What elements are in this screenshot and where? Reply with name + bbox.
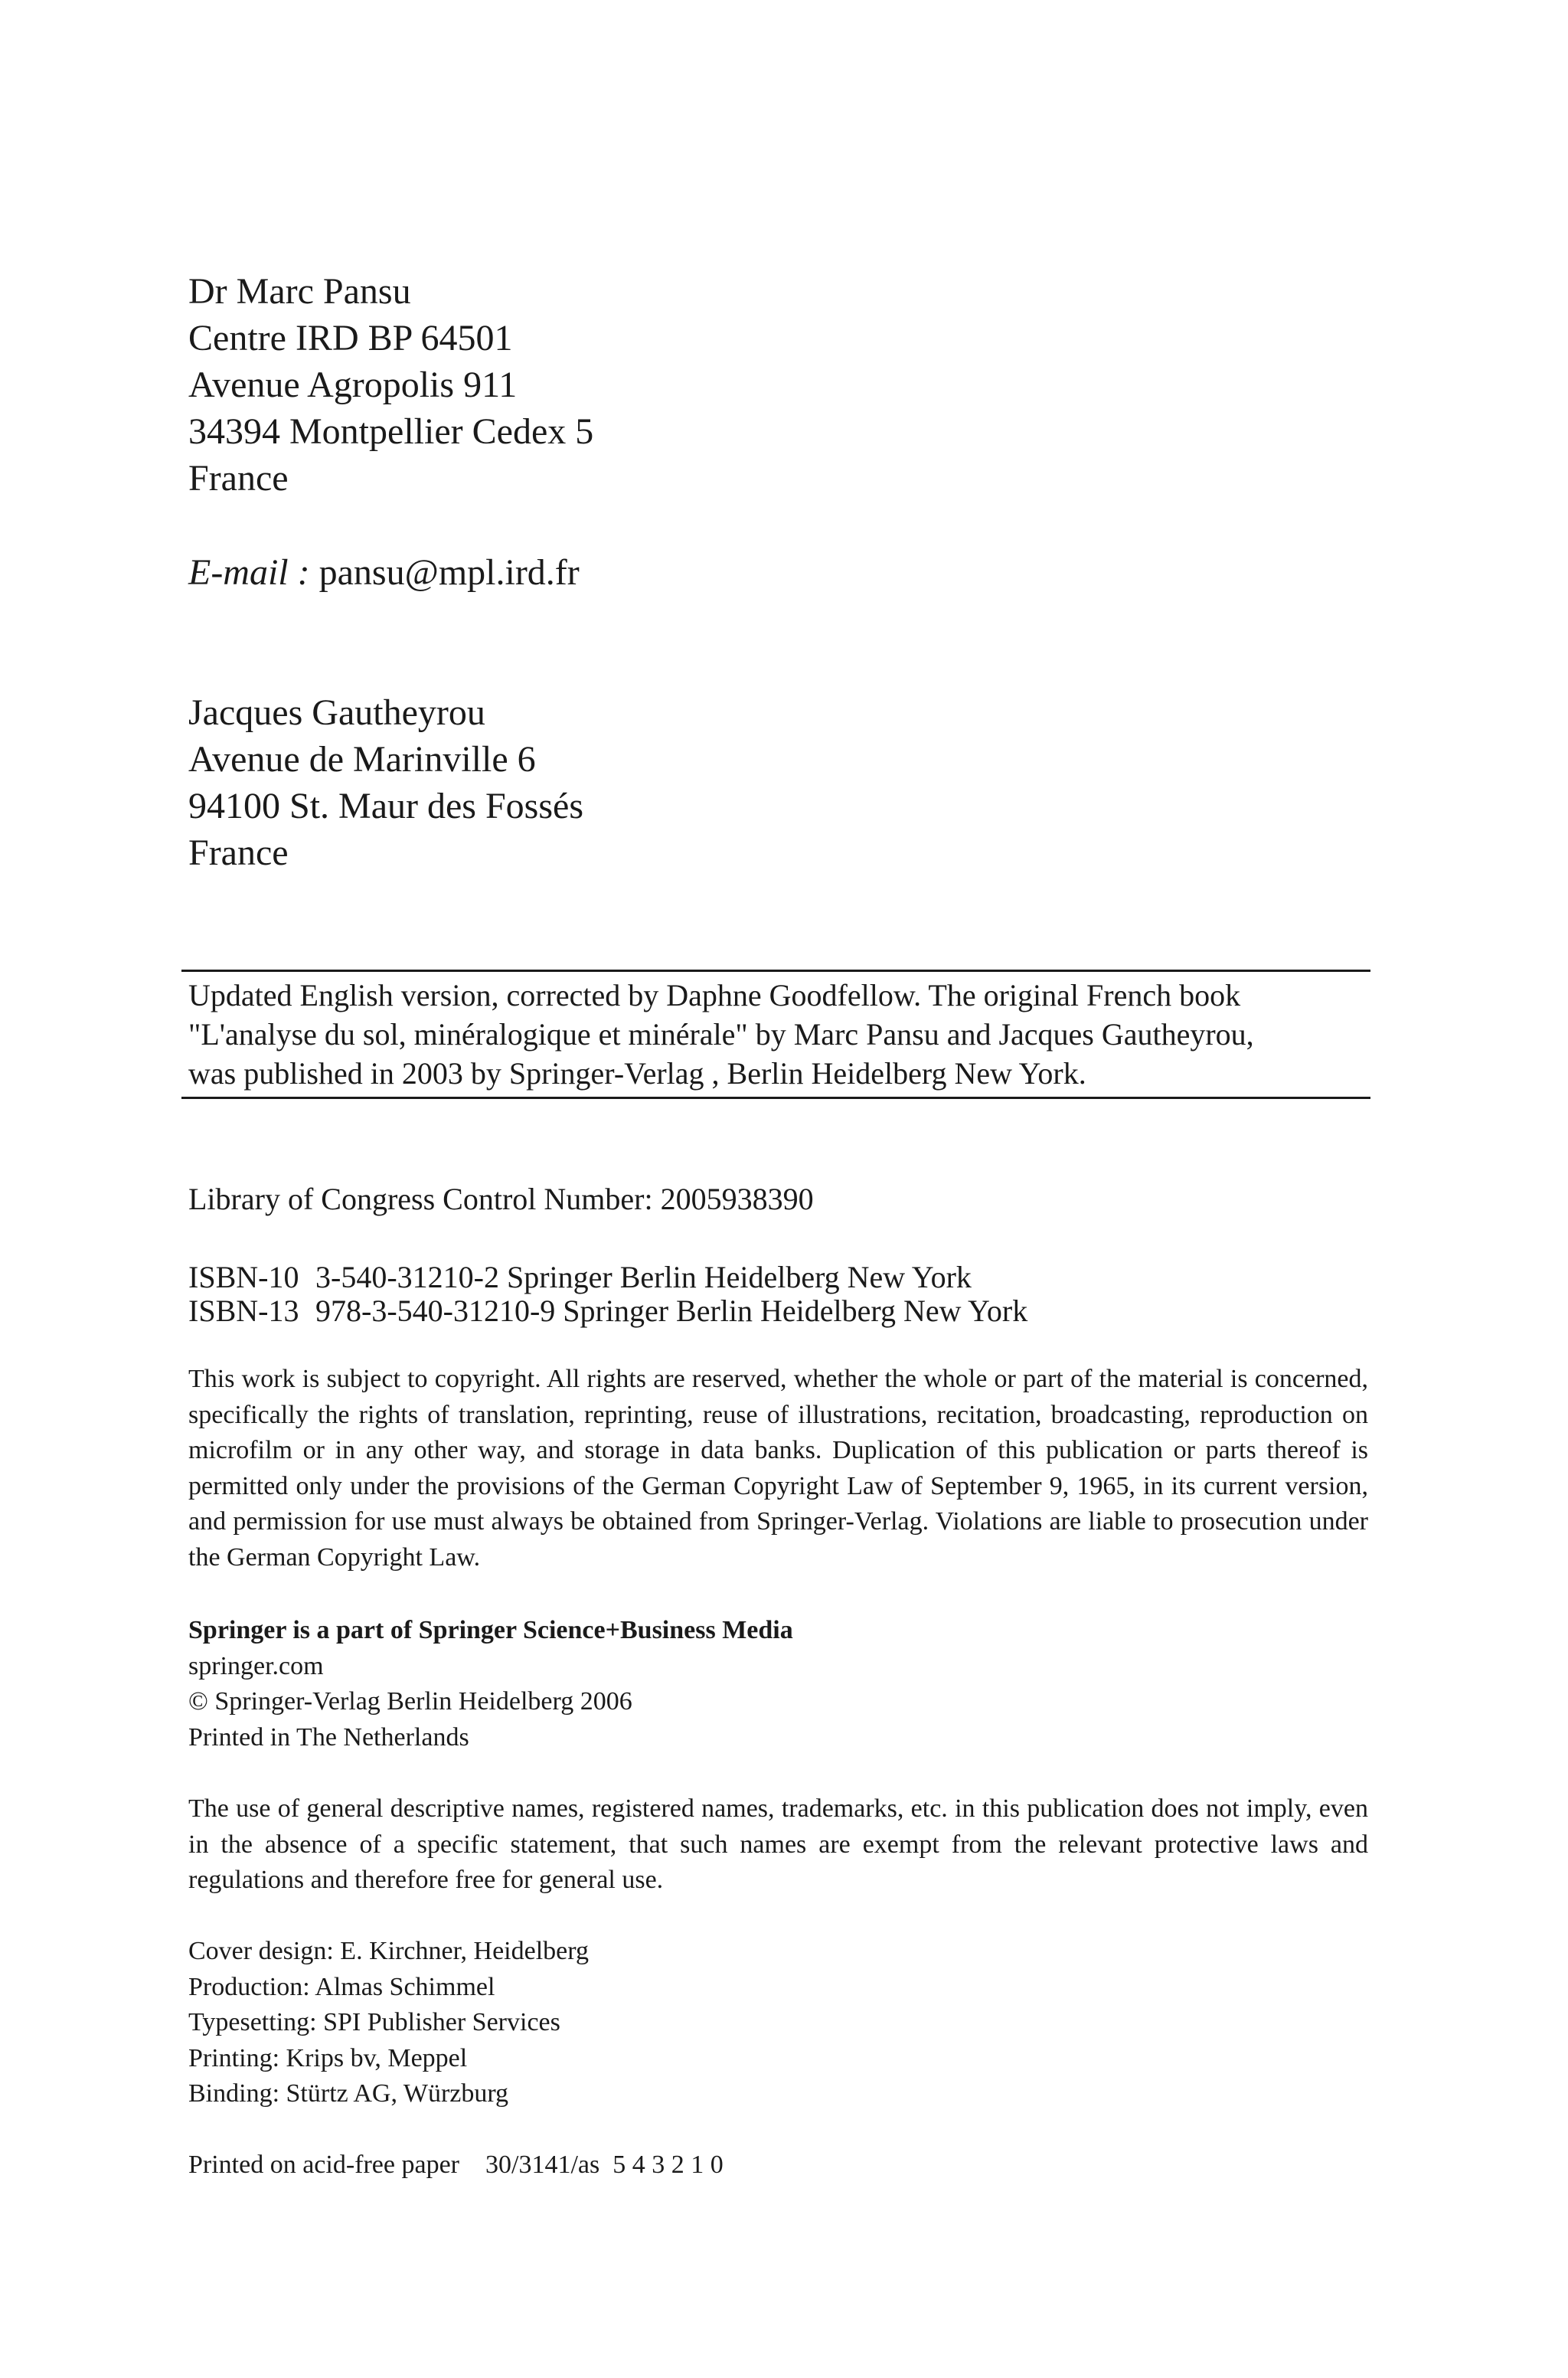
acid-free-text: Printed on acid-free paper 30/3141/as 5 4 3 2 1 0 xyxy=(188,2151,724,2179)
springer-website: springer.com xyxy=(188,1651,324,1680)
isbn-value: 978-3-540-31210-9 Springer Berlin Heidelberg New York xyxy=(315,1294,1028,1328)
author2-address xyxy=(188,689,583,876)
author1-name: Dr Marc Pansu xyxy=(188,271,411,312)
isbn-list xyxy=(188,1261,1027,1328)
credit-production: Production: Almas Schimmel xyxy=(188,1972,495,2001)
credit-binding: Binding: Stürtz AG, Würzburg xyxy=(188,2079,509,2108)
author2-name: Jacques Gautheyrou xyxy=(188,692,485,733)
isbn-value: 3-540-31210-2 Springer Berlin Heidelberg New York xyxy=(315,1260,972,1294)
copyright-notice: This work is subject to copyright. All rights are reserved, whether the whole or part of the material is concerned, specifically the rights of translation, reprinting, reuse of illustrations, recitation, broadcasting, reproduction on microfilm or in any other way, and storage in data banks. Duplication of this publication or parts thereof is permitted only under the provisions of the German Copyright Law of September 9, 1965, in its current version, and permission for use must always be obtained from Springer-Verlag. Violations are liable to prosecution under the German Copyright Law. xyxy=(188,1365,1368,1572)
note-line: "L'analyse du sol, minéralogique et minérale" by Marc Pansu and Jacques Gautheyrou, xyxy=(188,1017,1254,1052)
credit-cover-design: Cover design: E. Kirchner, Heidelberg xyxy=(188,1937,589,1965)
author1-address-line: 34394 Montpellier Cedex 5 xyxy=(188,411,594,452)
author2-address-line: Avenue de Marinville 6 xyxy=(188,739,536,780)
acid-free-line xyxy=(188,2147,724,2183)
lccn xyxy=(188,1182,814,1216)
translation-note xyxy=(188,976,1254,1093)
author1-email xyxy=(188,549,580,596)
note-bottom-rule xyxy=(181,1097,1370,1099)
credit-printing: Printing: Krips bv, Meppel xyxy=(188,2043,468,2072)
note-line: was published in 2003 by Springer-Verlag , Berlin Heidelberg New York. xyxy=(188,1056,1086,1091)
springer-info xyxy=(188,1613,793,1755)
production-credits xyxy=(188,1934,589,2112)
isbn-label: ISBN-13 xyxy=(188,1294,299,1328)
printed-in-line: Printed in The Netherlands xyxy=(188,1722,469,1752)
email-label: E-mail : xyxy=(188,552,310,593)
credit-typesetting: Typesetting: SPI Publisher Services xyxy=(188,2008,560,2036)
springer-group-line: Springer is a part of Springer Science+Business Media xyxy=(188,1616,793,1644)
isbn-label: ISBN-10 xyxy=(188,1260,299,1294)
author1-address xyxy=(188,268,593,502)
note-top-rule xyxy=(181,970,1370,972)
author2-address-line: 94100 St. Maur des Fossés xyxy=(188,786,584,826)
note-line: Updated English version, corrected by Daphne Goodfellow. The original French book xyxy=(188,978,1241,1012)
author1-address-line: Centre IRD BP 64501 xyxy=(188,318,513,358)
email-address: pansu@mpl.ird.fr xyxy=(309,552,580,593)
author1-country: France xyxy=(188,458,289,499)
lccn-text: Library of Congress Control Number: 2005938390 xyxy=(188,1182,814,1216)
author1-address-line: Avenue Agropolis 911 xyxy=(188,365,518,405)
trademarks-notice: The use of general descriptive names, registered names, trademarks, etc. in this publication does not imply, even in the absence of a specific statement, that such names are exempt from the relevant protective laws and regulations and therefore free for general use. xyxy=(188,1794,1368,1894)
copyright-line: © Springer-Verlag Berlin Heidelberg 2006 xyxy=(188,1687,632,1716)
isbn-13 xyxy=(188,1294,1027,1328)
author2-country: France xyxy=(188,832,289,873)
isbn-10 xyxy=(188,1261,1027,1294)
